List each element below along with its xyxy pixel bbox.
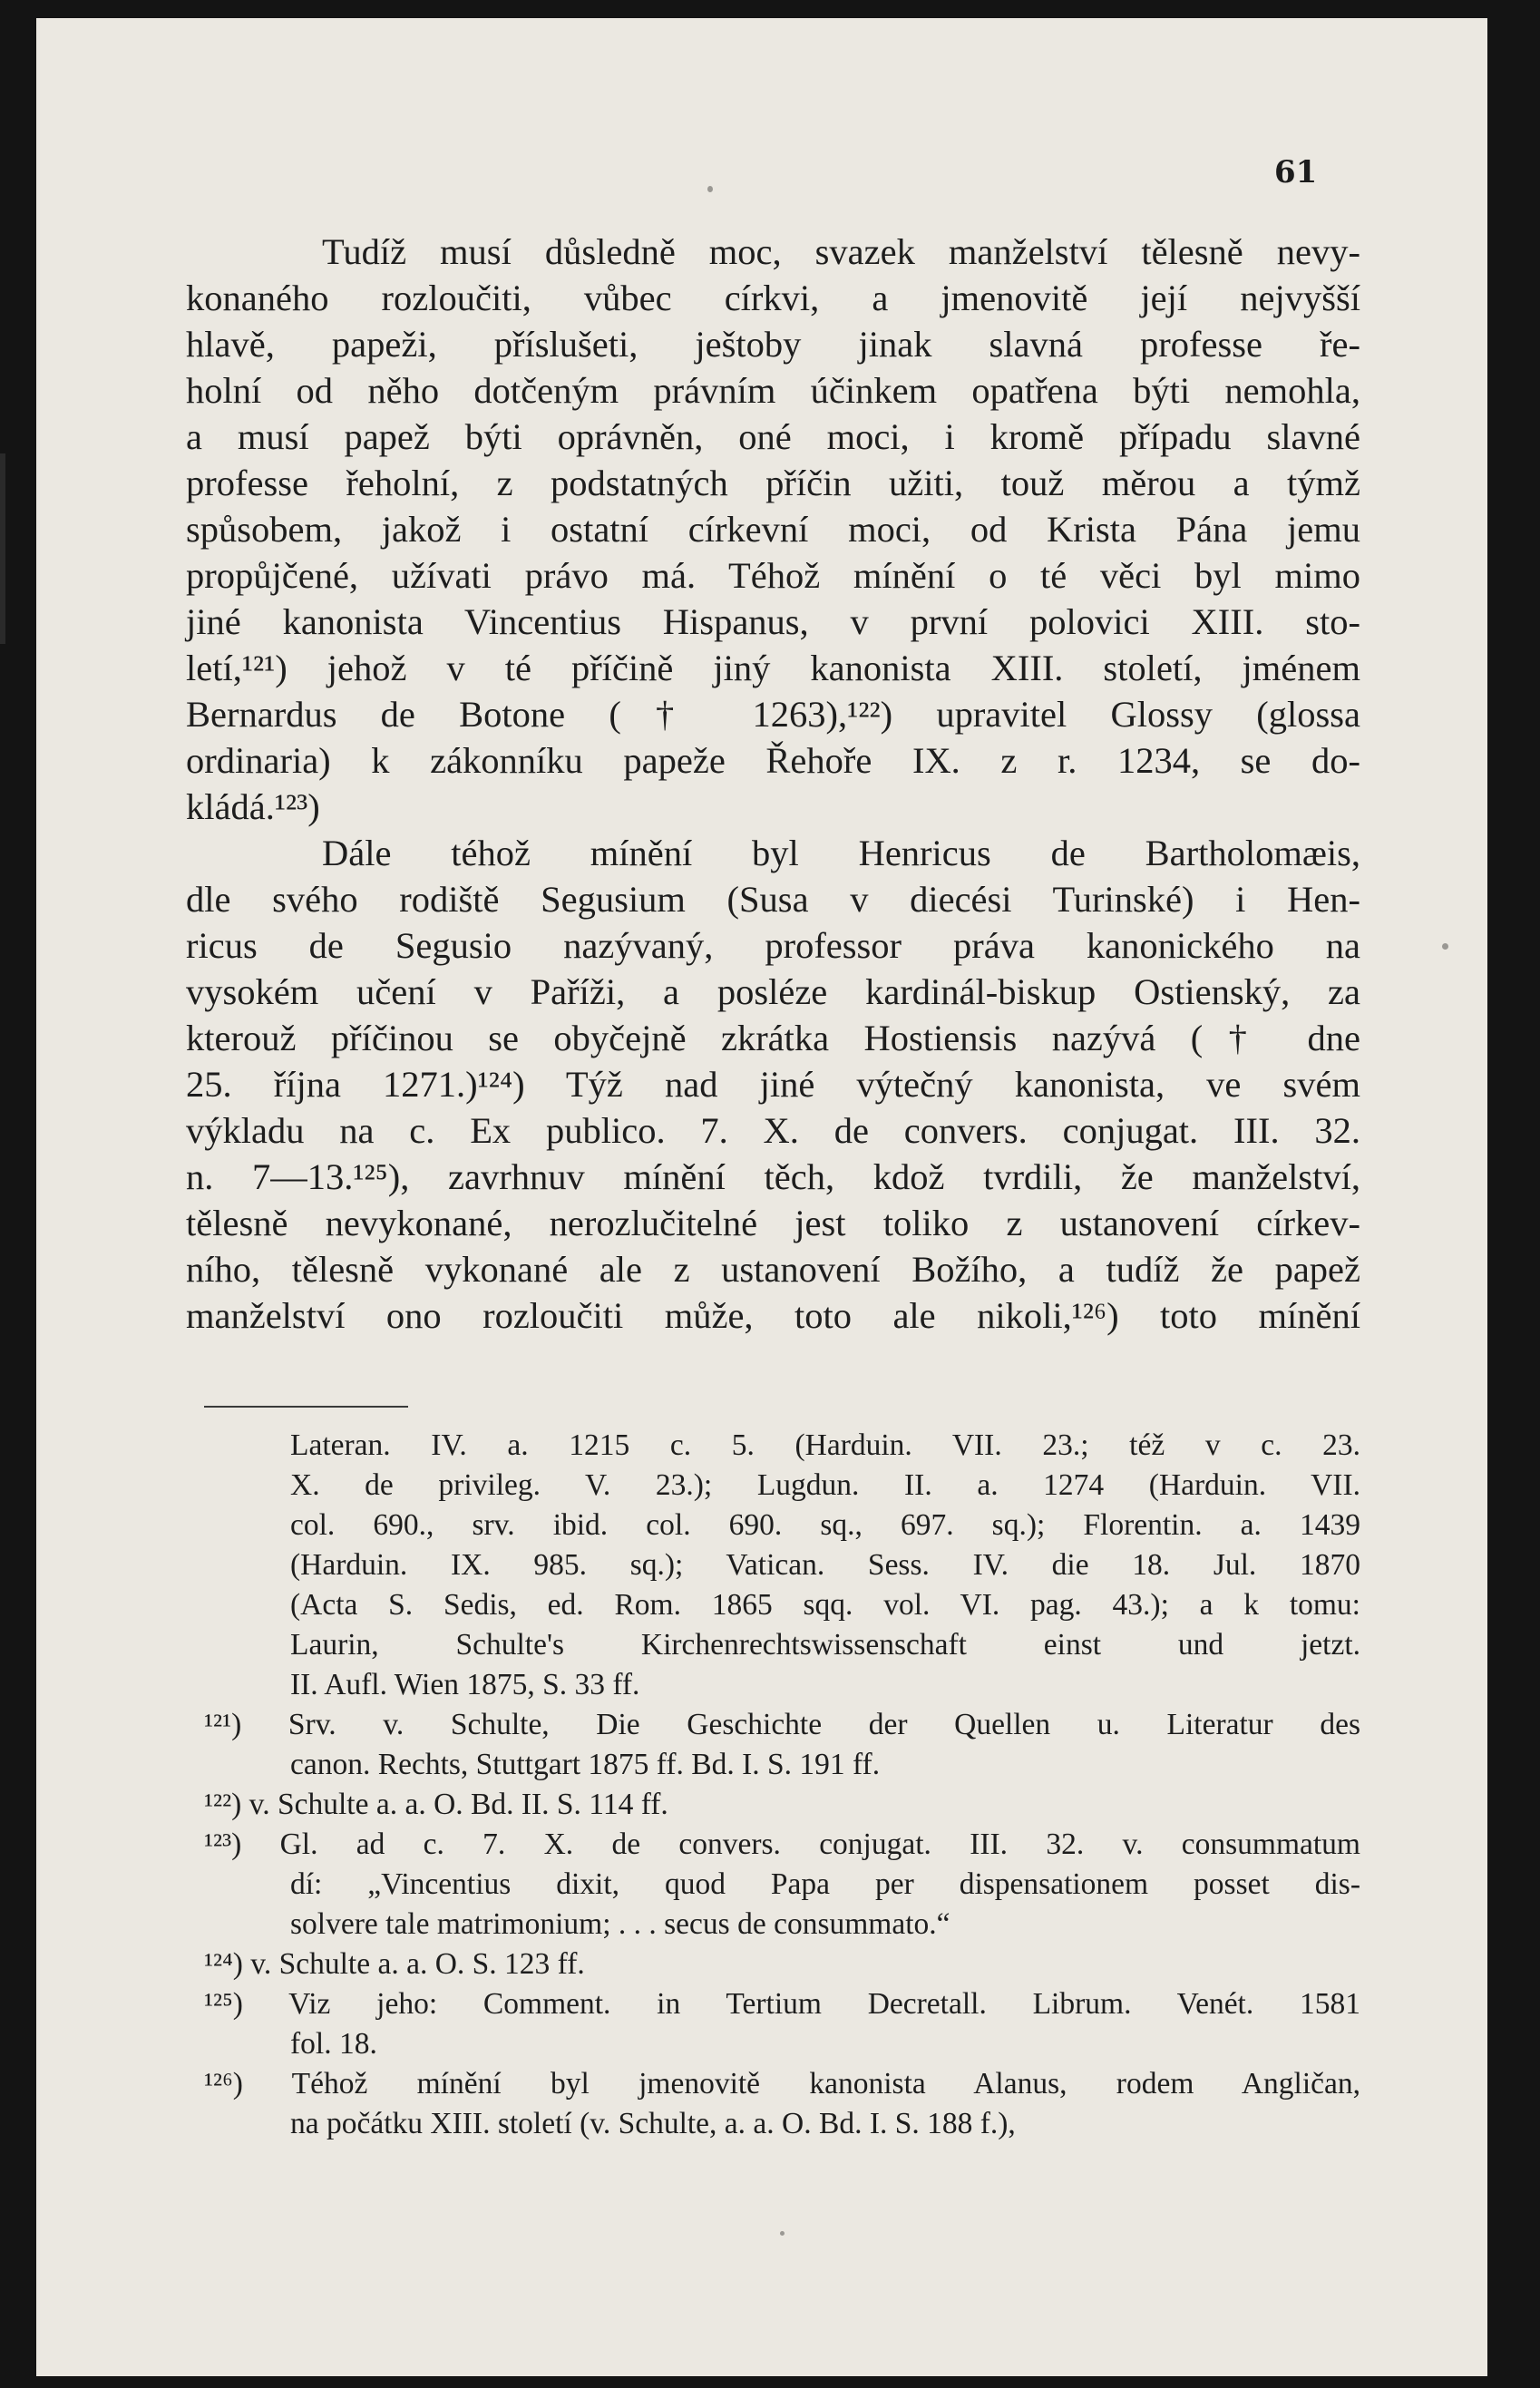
footnote-line: (Harduin. IX. 985. sq.); Vatican. Sess. IV. die 18. Jul. 1870 <box>290 1548 1360 1582</box>
footnote-line: na počátku XIII. století (v. Schulte, a. a. O. Bd. I. S. 188 f.), <box>290 2107 1016 2140</box>
footnote-line: ¹²³) Gl. ad c. 7. X. de convers. conjugat. III. 32. v. consummatum <box>204 1828 1360 1861</box>
text-line: ordinaria) k zákonníku papeže Řehoře IX. z r. 1234, se do- <box>186 740 1360 781</box>
text-line: konaného rozloučiti, vůbec církvi, a jmenovitě její nejvyšší <box>186 278 1360 318</box>
text-line: výkladu na c. Ex publico. 7. X. de convers. conjugat. III. 32. <box>186 1110 1360 1151</box>
footnote-line: ¹²⁴) v. Schulte a. a. O. S. 123 ff. <box>204 1947 585 1981</box>
text-line: Tudíž musí důsledně moc, svazek manželství tělesně nevy- <box>322 231 1360 272</box>
binding-edge-mark <box>0 453 5 644</box>
text-line: letí,¹²¹) jehož v té příčině jiný kanonista XIII. století, jménem <box>186 648 1360 688</box>
footnote-line: canon. Rechts, Stuttgart 1875 ff. Bd. I. S. 191 ff. <box>290 1748 881 1781</box>
text-line: professe řeholní, z podstatných příčin užiti, touž měrou a týmž <box>186 463 1360 503</box>
print-speck <box>780 2231 785 2236</box>
text-line: 25. října 1271.)¹²⁴) Týž nad jiné výtečný kanonista, ve svém <box>186 1064 1360 1105</box>
footnote-line: fol. 18. <box>290 2027 377 2061</box>
footnote-line: dí: „Vincentius dixit, quod Papa per dispensationem posset dis- <box>290 1867 1360 1901</box>
text-line: tělesně nevykonané, nerozlučitelné jest toliko z ustanovení církev- <box>186 1203 1360 1243</box>
print-speck <box>707 186 713 192</box>
text-line: a musí papež býti oprávněn, oné moci, i kromě případu slavné <box>186 416 1360 457</box>
footnote-line: X. de privileg. V. 23.); Lugdun. II. a. 1274 (Harduin. VII. <box>290 1468 1360 1502</box>
text-line: ního, tělesně vykonané ale z ustanovení Božího, a tudíž že papež <box>186 1249 1360 1290</box>
footnote-line: (Acta S. Sedis, ed. Rom. 1865 sqq. vol. VI. pag. 43.); a k tomu: <box>290 1588 1360 1622</box>
main-text-block <box>186 229 1360 1339</box>
text-line: kterouž příčinou se obyčejně zkrátka Hostiensis nazývá († dne <box>186 1018 1360 1058</box>
text-line: hlavě, papeži, příslušeti, ještoby jinak slavná professe ře- <box>186 324 1360 365</box>
footnote-line: ¹²⁶) Téhož mínění byl jmenovitě kanonista Alanus, rodem Angličan, <box>204 2067 1360 2100</box>
text-line: n. 7—13.¹²⁵), zavrhnuv mínění těch, kdož tvrdili, že manželství, <box>186 1156 1360 1197</box>
footnote-line: ¹²⁵) Viz jeho: Comment. in Tertium Decretall. Librum. Venét. 1581 <box>204 1987 1360 2021</box>
text-line: propůjčené, užívati právo má. Téhož mínění o té věci byl mimo <box>186 555 1360 596</box>
text-line: Bernardus de Botone († 1263),¹²²) upravitel Glossy (glossa <box>186 694 1360 735</box>
footnotes-block <box>204 1426 1360 2144</box>
text-line: ricus de Segusio nazývaný, professor práva kanonického na <box>186 925 1360 966</box>
footnote-line: col. 690., srv. ibid. col. 690. sq., 697. sq.); Florentin. a. 1439 <box>290 1508 1360 1542</box>
book-page <box>36 18 1487 2376</box>
text-line: spůsobem, jakož i ostatní církevní moci, od Krista Pána jemu <box>186 509 1360 550</box>
text-line: jiné kanonista Vincentius Hispanus, v první polovici XIII. sto- <box>186 601 1360 642</box>
text-line: Dále téhož mínění byl Henricus de Bartholomæis, <box>322 833 1360 873</box>
page-number: 61 <box>1274 154 1318 190</box>
text-line: manželství ono rozloučiti může, toto ale nikoli,¹²⁶) toto mínění <box>186 1295 1360 1336</box>
footnote-separator <box>204 1406 408 1408</box>
text-line: holní od něho dotčeným právním účinkem opatřena býti nemohla, <box>186 370 1360 411</box>
text-line: kládá.¹²³) <box>186 786 320 827</box>
footnote-line: ¹²²) v. Schulte a. a. O. Bd. II. S. 114 ff. <box>204 1788 668 1821</box>
print-speck <box>1442 943 1448 950</box>
text-line: dle svého rodiště Segusium (Susa v diecési Turinské) i Hen- <box>186 879 1360 920</box>
footnote-line: Lateran. IV. a. 1215 c. 5. (Harduin. VII. 23.; též v c. 23. <box>290 1428 1360 1462</box>
text-line: vysokém učení v Paříži, a posléze kardinál-biskup Ostienský, za <box>186 971 1360 1012</box>
footnote-line: ¹²¹) Srv. v. Schulte, Die Geschichte der Quellen u. Literatur des <box>204 1708 1360 1741</box>
footnote-line: solvere tale matrimonium; . . . secus de consummato.“ <box>290 1907 950 1941</box>
footnote-line: Laurin, Schulte's Kirchenrechtswissenschaft einst und jetzt. <box>290 1628 1360 1662</box>
footnote-line: II. Aufl. Wien 1875, S. 33 ff. <box>290 1668 640 1701</box>
